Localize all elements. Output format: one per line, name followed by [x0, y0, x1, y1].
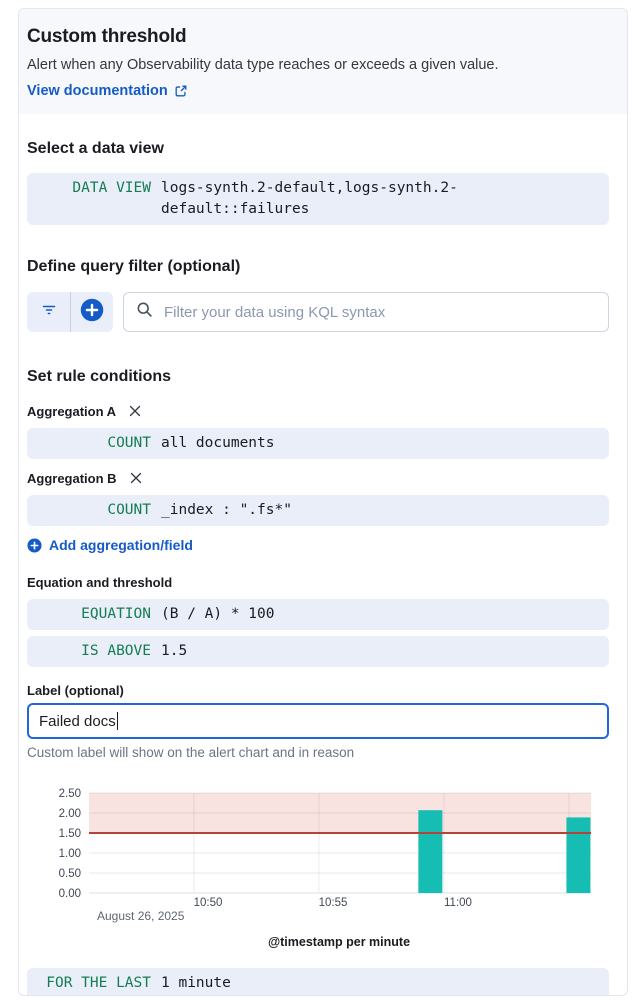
custom-threshold-flyout [18, 8, 628, 996]
text-caret [117, 712, 119, 730]
search-icon [136, 301, 153, 323]
data-view-expression-label: DATA VIEW [72, 180, 151, 196]
time-window-expression[interactable] [27, 968, 609, 996]
filter-icon [41, 302, 57, 323]
equation-expression[interactable] [27, 599, 609, 630]
svg-text:0.50: 0.50 [58, 868, 81, 880]
alert-preview-chart [27, 785, 611, 925]
aggregation-b-expression-value: _index : ".fs*" [161, 502, 292, 518]
time-window-expression-value: 1 minute [161, 975, 231, 991]
filter-button-group [27, 292, 113, 332]
threshold-expression-value: 1.5 [161, 643, 188, 659]
add-aggregation-button[interactable] [27, 537, 193, 553]
page-title: Custom threshold [27, 26, 187, 47]
aggregation-b-expression-label: COUNT [107, 502, 151, 518]
label-input[interactable] [27, 703, 609, 739]
svg-text:2.00: 2.00 [58, 808, 81, 820]
svg-text:1.50: 1.50 [58, 828, 81, 840]
aggregation-b-expression[interactable] [27, 495, 609, 526]
equation-expression-value: (B / A) * 100 [161, 606, 275, 622]
remove-aggregation-b-icon[interactable] [128, 470, 144, 486]
data-view-heading: Select a data view [27, 140, 164, 157]
add-filter-icon [80, 298, 104, 327]
rule-description: Alert when any Observability data type reaches or exceeds a given value. [27, 57, 499, 73]
svg-text:August 26, 2025: August 26, 2025 [97, 909, 185, 923]
aggregation-a-expression[interactable] [27, 428, 609, 459]
data-view-expression-value: logs-synth.2-default,logs-synth.2-default::failures [161, 180, 458, 217]
kql-search-box [123, 292, 609, 332]
add-icon [27, 538, 42, 553]
svg-text:2.50: 2.50 [58, 788, 81, 800]
aggregation-a-expression-label: COUNT [107, 435, 151, 451]
add-filter-button[interactable] [70, 292, 113, 332]
time-window-expression-label: FOR THE LAST [46, 975, 151, 991]
aggregation-a-label: Aggregation A [27, 403, 117, 419]
svg-text:10:55: 10:55 [318, 897, 348, 909]
threshold-expression-label: IS ABOVE [81, 643, 151, 659]
view-documentation-label: View documentation [27, 83, 168, 99]
kql-search-input[interactable] [162, 303, 596, 322]
remove-aggregation-a-icon[interactable] [127, 403, 143, 419]
aggregation-b-row [27, 470, 609, 486]
external-link-icon [174, 84, 188, 98]
flyout-header [19, 9, 627, 114]
threshold-expression[interactable] [27, 636, 609, 667]
saved-filters-button[interactable] [27, 292, 70, 332]
label-input-value: Failed docs [39, 712, 116, 730]
query-filter-heading: Define query filter (optional) [27, 258, 241, 275]
equation-expression-label: EQUATION [81, 606, 151, 622]
data-view-expression[interactable] [27, 173, 609, 225]
svg-text:11:00: 11:00 [444, 897, 472, 909]
svg-text:10:50: 10:50 [193, 897, 223, 909]
aggregation-a-expression-value: all documents [161, 435, 275, 451]
label-help-text: Custom label will show on the alert chart and in reason [27, 745, 355, 760]
aggregation-a-row [27, 403, 609, 419]
query-filter-row [27, 292, 609, 332]
equation-heading: Equation and threshold [27, 575, 173, 590]
alert-preview-chart-wrap [27, 785, 609, 949]
view-documentation-link[interactable] [27, 83, 188, 99]
chart-x-axis-title: @timestamp per minute [267, 935, 411, 949]
label-field-label: Label (optional) [27, 683, 124, 698]
svg-text:0.00: 0.00 [58, 888, 81, 900]
flyout-body [19, 140, 627, 996]
aggregation-b-label: Aggregation B [27, 470, 117, 486]
svg-text:1.00: 1.00 [58, 848, 81, 860]
add-aggregation-label: Add aggregation/field [49, 537, 193, 553]
rule-conditions-heading: Set rule conditions [27, 368, 172, 385]
